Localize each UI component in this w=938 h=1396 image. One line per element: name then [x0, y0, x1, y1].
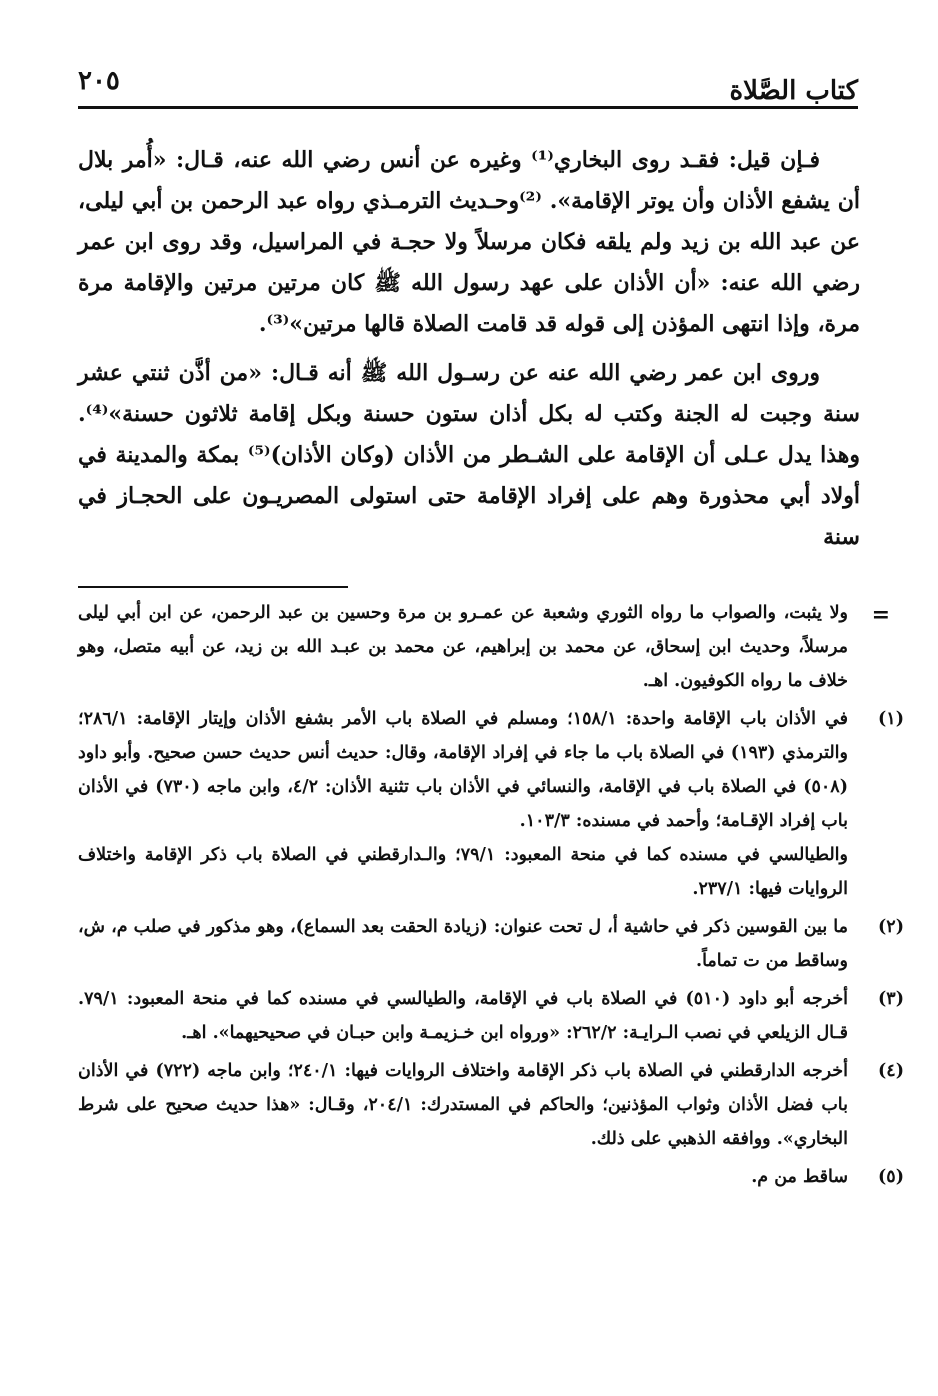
footnote-number: (٤) [878, 1061, 904, 1081]
footnotes [78, 596, 904, 1198]
chapter-title: كتاب الصَّلاة [729, 76, 858, 106]
paragraph-1: فـإن قيل: فقـد روى البخاري⁽¹⁾ وغيره عن أنس رضي الله عنه، قـال: «أُمر بلال أن يشفع الأذان وأن يوتر الإقامة». ⁽²⁾وحـديث الترمـذي رواه عبد الرحمن بن أبي ليلى، عن عبد الله بن زيد ولم يلقه فكان مرسلاً ولا حجـة في المراسيل، وقد روى ابن عمر رضي الله عنه: «أن الأذان على عهد رسول الله ﷺ كان مرتين مرتين والإقامة مرة مرة، وإذا انتهى المؤذن إلى قوله قد قامت الصلاة قالها مرتين»⁽³⁾. [78, 147, 860, 337]
footnote-continuation: ولا يثبت، والصواب ما رواه الثوري وشعبة عن عمـرو بن مرة وحسين بن عبد الرحمن، عن ابن أبي ليلى مرسلاً، وحديث ابن إسحاق، عن محمد بن إبراهيم، عن محمد بن عبـد الله بن زيد، عن أبيه متصل، وهو خلاف ما رواه الكوفيون. اهـ. [78, 603, 848, 691]
footnote-1 [78, 702, 904, 906]
footnote-5 [78, 1160, 904, 1194]
footnote-text: في الأذان باب الإقامة واحدة: ١٥٨/١؛ ومسلم في الصلاة باب الأمر بشفع الأذان وإيتار الإقامة: ٢٨٦/١؛ والترمذي (١٩٣) في الصلاة باب ما جاء في إفراد الإقامة، وقال: حديث أنس حديث حسن صحيح. وأبو داود (٥٠٨) في الصلاة باب في الإقامة، والنسائي في الأذان باب تثنية الأذان: ٤/٢، وابن ماجه (٧٣٠) في الأذان باب إفراد الإقـامة؛ وأحمد في مسنده: ١٠٣/٣. [78, 709, 848, 831]
footnote-2 [78, 910, 904, 978]
footnote-number: (٢) [878, 917, 904, 937]
footnote-text: ساقط من م. [751, 1167, 848, 1187]
footnote-number: (٥) [878, 1167, 904, 1187]
footnote-number: (٣) [878, 989, 904, 1009]
footnote-text: ما بين القوسين ذكر في حاشية أ، ل تحت عنوان: (زيادة الحقت بعد السماع)، وهو مذكور في صلب م، ش، وساقط من ت تماماً. [78, 917, 848, 971]
footnote-text: أخرجه أبو داود (٥١٠) في الصلاة باب في الإقامة، والطيالسي في مسنده كما في منحة المعبود: ٧٩/١. قـال الزيلعي في نصب الـرايـة: ٢٦٢/٢: «ورواه ابن خـزيمـة وابن حبـان في صحيحيهما». اهـ. [78, 989, 848, 1043]
page-header [78, 62, 858, 118]
header-rule [78, 106, 858, 109]
footnote-3 [78, 982, 904, 1050]
continuation-mark: = [871, 602, 890, 628]
paragraph-2: وروى ابن عمر رضي الله عنه عن رسـول الله ﷺ أنه قـال: «من أذَّن ثنتي عشر سنة وجبت له الجنة وكتب له بكل أذان ستون حسنة وبكل إقامة ثلاثون حسنة»⁽⁴⁾. وهذا يدل عـلى أن الإقامة على الشـطر من الأذان (وكان الأذان)⁽⁵⁾ بمكة والمدينة في أولاد أبي محذورة وهم على إفراد الإقامة حتى استولى المصريـون على الحجـاز في سنة [78, 360, 860, 550]
footnote-text: أخرجه الدارقطني في الصلاة باب ذكر الإقامة واختلاف الروايات فيها: ٢٤٠/١؛ وابن ماجه (٧٢٢) في الأذان باب فضل الأذان وثواب المؤذنين؛ والحاكم في المستدرك: ٢٠٤/١، وقـال: «هذا حديث صحيح على شرط البخاري». ووافقه الذهبي على ذلك. [78, 1061, 848, 1149]
footnote-4 [78, 1054, 904, 1156]
footnote-separator [78, 586, 348, 588]
footnote-text-extra: والطيالسي في مسنده كما في منحة المعبود: ٧٩/١؛ والـدارقطني في الصلاة باب ذكر الإقامة واختلاف الروايات فيها: ٢٣٧/١. [78, 845, 848, 899]
main-text [78, 140, 860, 566]
page-number: ٢٠٥ [78, 66, 120, 96]
footnote-number: (١) [878, 709, 904, 729]
